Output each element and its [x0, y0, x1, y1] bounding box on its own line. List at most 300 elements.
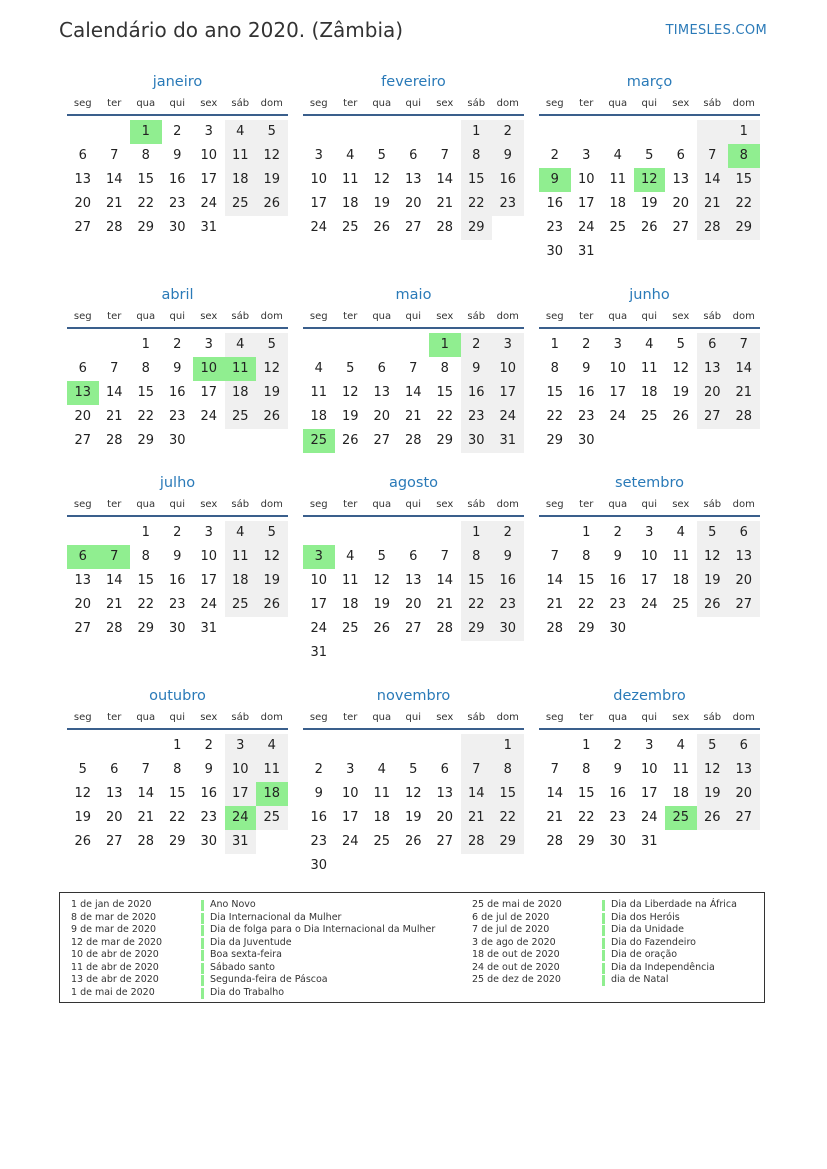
day-cell: 21 — [546, 597, 564, 612]
empty-cell — [335, 521, 367, 545]
day-cell: 16 — [168, 385, 186, 400]
day-grid — [539, 120, 760, 264]
day-cell: 26 — [341, 433, 359, 448]
day-cell: 8 — [173, 762, 182, 777]
day-cell: 20 — [74, 597, 92, 612]
day-cell: 30 — [609, 834, 627, 849]
day-cell: 7 — [461, 758, 493, 782]
day-cell: 31 — [577, 244, 595, 259]
day-grid — [539, 734, 760, 854]
day-cell: 28 — [546, 621, 564, 636]
weekday-label: dom — [732, 98, 755, 109]
day-cell: 13 — [672, 172, 690, 187]
month-novembro — [303, 687, 524, 878]
day-cell: 9 — [613, 549, 622, 564]
day-cell: 6 — [440, 762, 449, 777]
weekday-label: seg — [309, 712, 328, 723]
month-name: abril — [161, 287, 194, 303]
day-cell: 4 — [225, 333, 257, 357]
weekday-label: qua — [136, 499, 156, 510]
day-cell: 20 — [672, 196, 690, 211]
day-cell: 15 — [137, 172, 155, 187]
day-cell: 16 — [168, 172, 186, 187]
legend-column-right — [472, 899, 737, 987]
day-cell: 29 — [137, 220, 155, 235]
day-cell: 15 — [492, 782, 524, 806]
day-cell: 18 — [341, 597, 359, 612]
day-cell: 13 — [74, 172, 92, 187]
day-cell: 4 — [676, 738, 685, 753]
month-agosto — [303, 474, 524, 665]
day-cell: 12 — [256, 545, 288, 569]
day-cell: 20 — [728, 782, 760, 806]
day-cell: 10 — [200, 549, 218, 564]
legend-holiday-name: Dia Internacional da Mulher — [210, 911, 342, 923]
day-cell: 1 — [461, 120, 493, 144]
empty-cell — [398, 521, 430, 545]
weekday-header — [539, 498, 760, 517]
day-cell: 16 — [609, 573, 627, 588]
day-cell: 11 — [609, 172, 627, 187]
empty-cell — [67, 734, 99, 758]
empty-cell — [99, 734, 131, 758]
day-cell: 15 — [137, 573, 155, 588]
weekday-label: dom — [260, 98, 283, 109]
empty-cell — [461, 734, 493, 758]
day-cell: 26 — [373, 220, 391, 235]
legend-column-left — [71, 899, 435, 999]
day-cell: 16 — [492, 168, 524, 192]
empty-cell — [303, 333, 335, 357]
day-cell: 13 — [728, 758, 760, 782]
empty-cell — [67, 333, 99, 357]
weekday-label: sáb — [703, 499, 722, 510]
day-grid — [67, 333, 288, 453]
legend-date: 24 de out de 2020 — [472, 961, 560, 973]
day-cell: 10 — [640, 549, 658, 564]
day-cell: 11 — [256, 758, 288, 782]
empty-cell — [539, 521, 571, 545]
day-cell: 14 — [404, 385, 422, 400]
day-cell: 12 — [697, 758, 729, 782]
day-cell: 19 — [373, 597, 391, 612]
day-cell: 9 — [173, 549, 182, 564]
day-cell: 28 — [105, 220, 123, 235]
day-cell: 31 — [492, 429, 524, 453]
day-cell: 12 — [74, 786, 92, 801]
legend-entry — [71, 987, 435, 1000]
day-cell: 8 — [582, 549, 591, 564]
day-cell: 5 — [377, 148, 386, 163]
day-cell: 4 — [377, 762, 386, 777]
day-cell: 29 — [461, 617, 493, 641]
day-cell: 18 — [341, 196, 359, 211]
legend-entry — [71, 962, 435, 975]
empty-cell — [303, 120, 335, 144]
holiday-marker — [201, 975, 204, 986]
day-cell: 10 — [341, 786, 359, 801]
day-cell: 6 — [78, 148, 87, 163]
weekday-header — [67, 310, 288, 329]
holiday-marker — [201, 963, 204, 974]
weekday-label: qua — [372, 98, 392, 109]
day-cell: 3 — [582, 148, 591, 163]
day-cell: 9 — [204, 762, 213, 777]
day-cell: 7 — [697, 144, 729, 168]
weekday-label: sáb — [467, 499, 486, 510]
day-cell: 24 — [640, 597, 658, 612]
day-cell: 19 — [256, 569, 288, 593]
weekday-header — [539, 97, 760, 116]
weekday-label: dom — [260, 712, 283, 723]
day-cell: 24 — [310, 220, 328, 235]
day-cell: 3 — [204, 525, 213, 540]
day-cell: 11 — [225, 545, 257, 569]
day-cell: 1 — [728, 120, 760, 144]
day-cell: 12 — [697, 545, 729, 569]
day-cell: 2 — [613, 738, 622, 753]
day-cell: 20 — [728, 569, 760, 593]
day-cell: 2 — [461, 333, 493, 357]
day-cell: 30 — [609, 621, 627, 636]
day-cell: 6 — [78, 361, 87, 376]
empty-cell — [539, 734, 571, 758]
day-cell: 27 — [436, 834, 454, 849]
legend-holiday-name: Dia de folga para o Dia Internacional da Mulher — [210, 924, 436, 935]
weekday-label: dom — [496, 311, 519, 322]
day-cell: 7 — [550, 762, 559, 777]
day-cell: 5 — [645, 148, 654, 163]
legend-holiday-name: Ano Novo — [210, 899, 256, 910]
day-cell: 12 — [256, 357, 288, 381]
weekday-label: seg — [545, 499, 564, 510]
day-cell: 29 — [492, 830, 524, 854]
weekday-label: sáb — [703, 98, 722, 109]
day-cell: 21 — [404, 409, 422, 424]
weekday-label: sex — [672, 712, 690, 723]
day-cell: 18 — [310, 409, 328, 424]
holiday-day-cell: 8 — [728, 144, 760, 168]
day-cell: 3 — [492, 333, 524, 357]
day-cell: 21 — [137, 810, 155, 825]
day-cell: 22 — [168, 810, 186, 825]
month-abril — [67, 286, 288, 453]
day-cell: 5 — [78, 762, 87, 777]
weekday-label: sex — [436, 98, 454, 109]
day-cell: 29 — [728, 216, 760, 240]
weekday-label: qui — [641, 98, 657, 109]
day-cell: 31 — [310, 645, 328, 660]
day-cell: 13 — [105, 786, 123, 801]
empty-cell — [665, 120, 697, 144]
day-cell: 17 — [640, 573, 658, 588]
weekday-label: qui — [405, 311, 421, 322]
day-cell: 10 — [577, 172, 595, 187]
weekday-label: sex — [200, 712, 218, 723]
day-cell: 27 — [74, 220, 92, 235]
weekday-header — [303, 97, 524, 116]
day-cell: 23 — [609, 597, 627, 612]
legend-entry — [71, 949, 435, 962]
weekday-label: seg — [309, 98, 328, 109]
weekday-label: seg — [545, 311, 564, 322]
day-cell: 20 — [74, 196, 92, 211]
empty-cell — [67, 120, 99, 144]
day-cell: 19 — [373, 196, 391, 211]
day-cell: 13 — [728, 545, 760, 569]
day-cell: 31 — [200, 621, 218, 636]
day-cell: 8 — [550, 361, 559, 376]
day-cell: 15 — [461, 168, 493, 192]
day-cell: 10 — [225, 758, 257, 782]
day-cell: 10 — [310, 172, 328, 187]
day-cell: 23 — [200, 810, 218, 825]
day-cell: 2 — [314, 762, 323, 777]
day-cell: 15 — [577, 786, 595, 801]
day-cell: 29 — [577, 834, 595, 849]
day-cell: 30 — [577, 433, 595, 448]
day-cell: 23 — [168, 409, 186, 424]
day-cell: 22 — [461, 192, 493, 216]
day-cell: 25 — [341, 220, 359, 235]
holiday-marker — [201, 988, 204, 999]
day-cell: 17 — [200, 573, 218, 588]
day-cell: 8 — [461, 545, 493, 569]
day-cell: 15 — [546, 385, 564, 400]
day-cell: 18 — [225, 168, 257, 192]
legend-entry — [71, 924, 435, 937]
day-cell: 26 — [256, 593, 288, 617]
day-cell: 6 — [409, 148, 418, 163]
day-cell: 9 — [582, 361, 591, 376]
day-cell: 2 — [613, 525, 622, 540]
weekday-label: dom — [260, 499, 283, 510]
day-cell: 26 — [373, 621, 391, 636]
weekday-header — [67, 711, 288, 730]
weekday-header — [539, 711, 760, 730]
legend-date: 25 de dez de 2020 — [472, 974, 561, 985]
day-cell: 20 — [404, 196, 422, 211]
weekday-label: dom — [496, 499, 519, 510]
day-cell: 22 — [436, 409, 454, 424]
day-cell: 22 — [728, 192, 760, 216]
day-cell: 27 — [404, 621, 422, 636]
legend-holiday-name: Dia dos Heróis — [611, 911, 680, 923]
holiday-legend — [59, 892, 765, 1003]
day-grid — [67, 734, 288, 854]
weekday-label: dom — [732, 311, 755, 322]
month-name: setembro — [615, 475, 684, 491]
weekday-label: sáb — [467, 712, 486, 723]
legend-entry — [71, 937, 435, 950]
day-cell: 20 — [404, 597, 422, 612]
empty-cell — [335, 734, 367, 758]
day-cell: 8 — [141, 361, 150, 376]
day-cell: 30 — [200, 834, 218, 849]
empty-cell — [366, 333, 398, 357]
day-cell: 12 — [373, 573, 391, 588]
weekday-label: qui — [641, 499, 657, 510]
holiday-marker — [201, 950, 204, 961]
day-cell: 9 — [492, 144, 524, 168]
day-cell: 4 — [645, 337, 654, 352]
day-cell: 21 — [436, 597, 454, 612]
holiday-marker — [201, 900, 204, 911]
legend-holiday-name: Dia de oração — [611, 949, 678, 960]
empty-cell — [602, 120, 634, 144]
day-cell: 17 — [577, 196, 595, 211]
day-cell: 3 — [225, 734, 257, 758]
day-cell: 2 — [173, 337, 182, 352]
empty-cell — [634, 120, 666, 144]
day-cell: 8 — [492, 758, 524, 782]
day-cell: 2 — [582, 337, 591, 352]
weekday-label: seg — [545, 712, 564, 723]
month-name: fevereiro — [381, 74, 446, 90]
day-cell: 16 — [577, 385, 595, 400]
day-cell: 24 — [200, 597, 218, 612]
legend-holiday-name: Dia do Trabalho — [210, 986, 285, 998]
legend-date: 1 de jan de 2020 — [71, 899, 152, 910]
legend-entry — [472, 924, 737, 937]
day-cell: 6 — [728, 734, 760, 758]
day-cell: 12 — [404, 786, 422, 801]
day-cell: 26 — [256, 405, 288, 429]
day-cell: 25 — [225, 593, 257, 617]
day-grid — [67, 120, 288, 240]
legend-entry — [472, 912, 737, 925]
weekday-label: sáb — [703, 311, 722, 322]
empty-cell — [303, 521, 335, 545]
weekday-label: ter — [107, 712, 122, 723]
weekday-label: qui — [641, 712, 657, 723]
day-cell: 19 — [341, 409, 359, 424]
day-cell: 6 — [409, 549, 418, 564]
day-cell: 26 — [404, 834, 422, 849]
weekday-label: ter — [107, 311, 122, 322]
legend-entry — [71, 974, 435, 987]
day-cell: 19 — [74, 810, 92, 825]
day-cell: 29 — [577, 621, 595, 636]
legend-date: 9 de mar de 2020 — [71, 924, 157, 935]
day-cell: 25 — [256, 806, 288, 830]
holiday-day-cell: 6 — [67, 545, 99, 569]
legend-date: 25 de mai de 2020 — [472, 899, 562, 910]
legend-holiday-name: Dia da Liberdade na África — [611, 899, 737, 910]
day-cell: 26 — [74, 834, 92, 849]
month-janeiro — [67, 73, 288, 240]
holiday-day-cell: 11 — [225, 357, 257, 381]
day-cell: 12 — [256, 144, 288, 168]
day-grid — [303, 521, 524, 665]
weekday-label: dom — [260, 311, 283, 322]
day-cell: 27 — [728, 806, 760, 830]
day-cell: 26 — [697, 806, 729, 830]
day-cell: 19 — [256, 381, 288, 405]
day-cell: 17 — [492, 381, 524, 405]
day-cell: 11 — [640, 361, 658, 376]
weekday-label: ter — [107, 499, 122, 510]
day-cell: 24 — [200, 196, 218, 211]
month-name: julho — [159, 475, 196, 491]
day-cell: 21 — [546, 810, 564, 825]
day-cell: 3 — [314, 148, 323, 163]
day-cell: 21 — [105, 597, 123, 612]
holiday-marker — [201, 913, 204, 924]
legend-date: 1 de mai de 2020 — [71, 986, 155, 998]
legend-entry — [71, 912, 435, 925]
weekday-label: sex — [200, 98, 218, 109]
day-cell: 28 — [105, 433, 123, 448]
holiday-day-cell: 1 — [429, 333, 461, 357]
day-cell: 23 — [168, 196, 186, 211]
day-cell: 19 — [256, 168, 288, 192]
day-grid — [539, 333, 760, 453]
weekday-label: sáb — [231, 98, 250, 109]
day-cell: 17 — [225, 782, 257, 806]
day-cell: 2 — [173, 124, 182, 139]
weekday-label: ter — [579, 499, 594, 510]
weekday-label: qui — [169, 712, 185, 723]
month-fevereiro — [303, 73, 524, 240]
day-cell: 17 — [341, 810, 359, 825]
holiday-marker — [602, 975, 605, 986]
day-cell: 22 — [492, 806, 524, 830]
day-cell: 9 — [461, 357, 493, 381]
weekday-label: sex — [672, 311, 690, 322]
day-cell: 3 — [204, 124, 213, 139]
day-cell: 13 — [74, 573, 92, 588]
weekday-label: sáb — [231, 499, 250, 510]
weekday-header — [539, 310, 760, 329]
empty-cell — [366, 120, 398, 144]
day-cell: 23 — [546, 220, 564, 235]
day-cell: 18 — [225, 381, 257, 405]
day-cell: 24 — [492, 405, 524, 429]
day-cell: 5 — [346, 361, 355, 376]
day-cell: 14 — [697, 168, 729, 192]
day-cell: 10 — [640, 762, 658, 777]
day-cell: 3 — [346, 762, 355, 777]
day-cell: 17 — [200, 172, 218, 187]
weekday-label: dom — [496, 98, 519, 109]
weekday-label: seg — [309, 499, 328, 510]
day-cell: 24 — [341, 834, 359, 849]
day-cell: 28 — [697, 216, 729, 240]
empty-cell — [398, 120, 430, 144]
legend-holiday-name: Dia da Unidade — [611, 924, 685, 935]
day-cell: 2 — [173, 525, 182, 540]
month-maio — [303, 286, 524, 453]
weekday-label: sex — [672, 98, 690, 109]
day-cell: 25 — [341, 621, 359, 636]
day-cell: 7 — [141, 762, 150, 777]
legend-date: 7 de jul de 2020 — [472, 924, 550, 935]
day-cell: 5 — [377, 549, 386, 564]
brand-link[interactable]: TIMESLES.COM — [665, 23, 767, 38]
holiday-day-cell: 13 — [67, 381, 99, 405]
day-cell: 4 — [613, 148, 622, 163]
day-cell: 21 — [461, 806, 493, 830]
day-cell: 11 — [373, 786, 391, 801]
day-cell: 13 — [697, 357, 729, 381]
day-cell: 30 — [461, 429, 493, 453]
weekday-label: dom — [496, 712, 519, 723]
day-cell: 31 — [640, 834, 658, 849]
day-cell: 25 — [640, 409, 658, 424]
weekday-label: ter — [343, 712, 358, 723]
day-cell: 30 — [168, 621, 186, 636]
